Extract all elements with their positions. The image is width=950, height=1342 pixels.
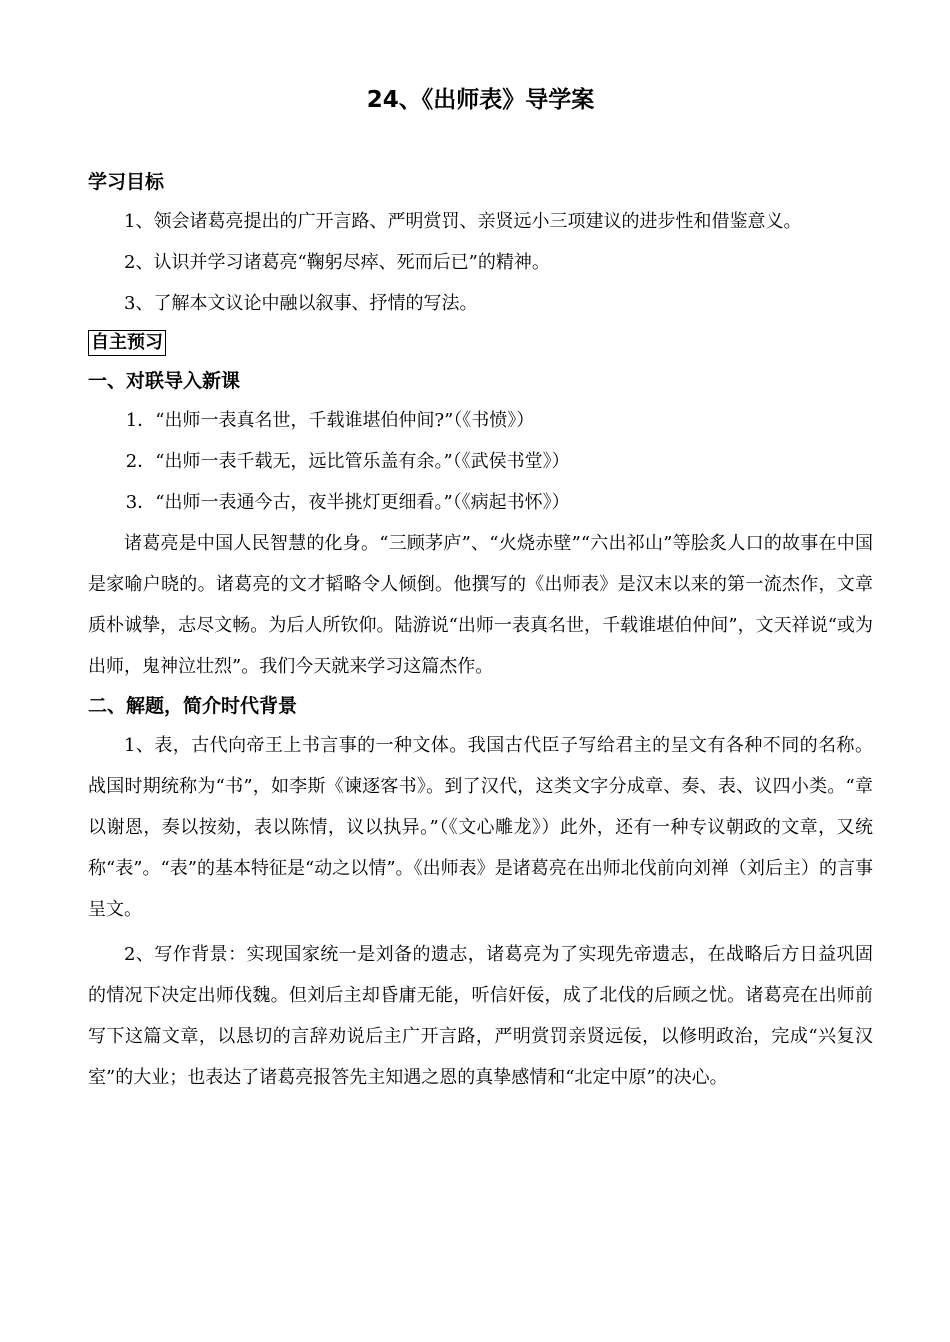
genre-paragraph: 1、表，古代向帝王上书言事的一种文体。我国古代臣子写给君主的呈文有各种不同的名称。战国时期统称为“书”，如李斯《谏逐客书》。到了汉代，这类文字分成章、奏、表、议四小类。“章以谢恩，奏以按劾，表以陈情，议以执异。”（《文心雕龙》）此外，还有一种专议朝政的文章，又统称“表”。“表”的基本特征是“动之以情”。《出师表》是诸葛亮在出师北伐前向刘禅（刘后主）的言事呈文。 bbox=[88, 735, 873, 920]
section-heading-self-preview: 自主预习 bbox=[88, 330, 166, 356]
intro-paragraph: 诸葛亮是中国人民智慧的化身。“三顾茅庐”、“火烧赤壁”“六出祁山”等脍炙人口的故事在中国是家喻户晓的。诸葛亮的文才韬略令人倾倒。他撰写的《出师表》是汉末以来的第一流杰作，文章质朴诚挚，志尽文畅。为后人所钦仰。陆游说“出师一表真名世，千载谁堪伯仲间”，文天祥说“或为出师，鬼神泣壮烈”。我们今天就来学习这篇杰作。 bbox=[88, 533, 873, 677]
couplet-item-1: 1．“出师一表真名世，千载谁堪伯仲间?”（《书愤》） bbox=[125, 410, 535, 431]
section-heading-part-one: 一、对联导入新课 bbox=[88, 370, 241, 392]
section-heading-learning-goals: 学习目标 bbox=[88, 171, 165, 193]
section-heading-part-two: 二、解题，简介时代背景 bbox=[88, 695, 298, 717]
document-page bbox=[88, 0, 873, 1342]
document-body bbox=[88, 163, 873, 1098]
goal-item-3: 3、了解本文议论中融以叙事、抒情的写法。 bbox=[124, 293, 478, 314]
document-title: 24、《出师表》导学案 bbox=[366, 87, 595, 113]
background-paragraph: 2、写作背景：实现国家统一是刘备的遗志，诸葛亮为了实现先帝遗志，在战略后方日益巩固的情况下决定出师伐魏。但刘后主却昏庸无能，听信奸佞，成了北伐的后顾之忧。诸葛亮在出师前写下这篇文章，以恳切的言辞劝说后主广开言路，严明赏罚亲贤远佞，以修明政治，完成“兴复汉室”的大业；也表达了诸葛亮报答先主知遇之恩的真挚感情和“北定中原”的决心。 bbox=[88, 944, 873, 1088]
couplet-item-3: 3．“出师一表通今古，夜半挑灯更细看。”（《病起书怀》） bbox=[125, 492, 570, 513]
couplet-item-2: 2．“出师一表千载无，远比管乐盖有余。”（《武侯书堂》） bbox=[125, 451, 570, 472]
goal-item-1: 1、领会诸葛亮提出的广开言路、严明赏罚、亲贤远小三项建议的进步性和借鉴意义。 bbox=[124, 211, 802, 232]
goal-item-2: 2、认识并学习诸葛亮“鞠躬尽瘁、死而后已”的精神。 bbox=[124, 252, 550, 273]
